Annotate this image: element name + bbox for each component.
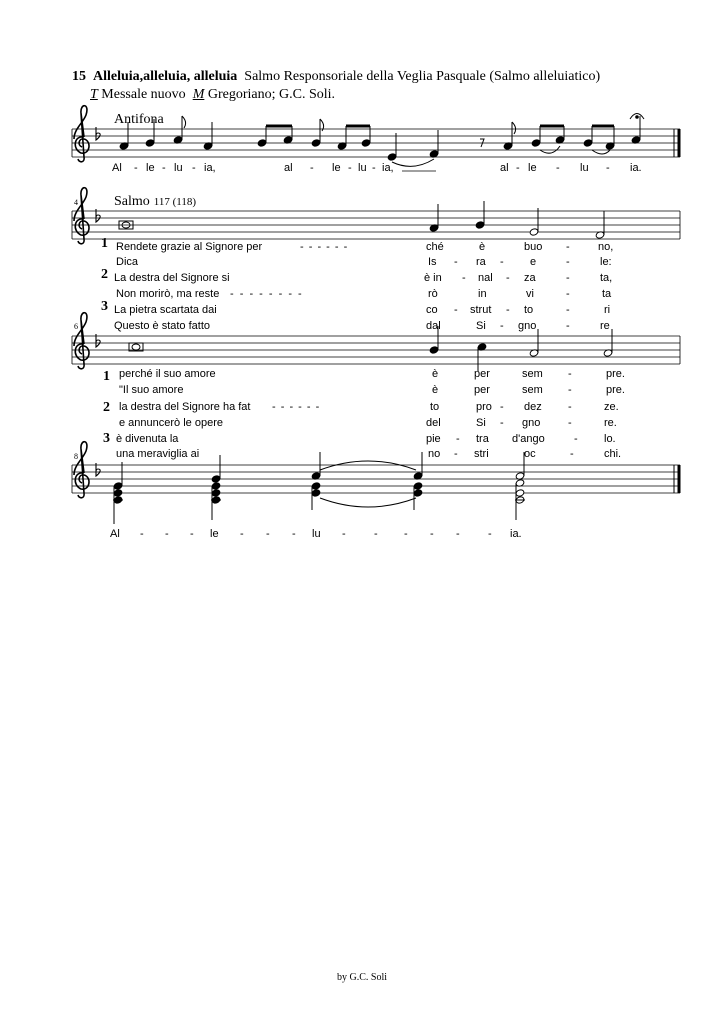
- lyric-syllable: -: [240, 528, 244, 540]
- lyric-syllable: -: [134, 162, 138, 174]
- lyric-syllable: lu: [312, 528, 321, 540]
- verse-syllable: -: [506, 272, 510, 284]
- salmo-label: [114, 192, 196, 210]
- verse-text: "Il suo amore: [119, 384, 184, 396]
- verse-dashes: - - - - - - - -: [230, 288, 304, 300]
- verse-syllable: -: [566, 320, 570, 332]
- verse-number: 2: [103, 400, 110, 415]
- verse-syllable: -: [574, 433, 578, 445]
- staff-system-4: [72, 465, 680, 493]
- verse-syllable: le:: [600, 256, 612, 268]
- verse-text: Non morirò, ma reste: [116, 288, 220, 300]
- verse-syllable: no: [428, 448, 441, 460]
- verse-syllable: Si: [476, 417, 486, 429]
- lyric-syllable: -: [606, 162, 610, 174]
- verse-text: la destra del Signore ha fat: [119, 401, 251, 413]
- verse-syllable: nal: [478, 272, 493, 284]
- lyric-syllable: -: [310, 162, 314, 174]
- lyric-syllable: -: [165, 528, 169, 540]
- verse-syllable: stri: [474, 448, 489, 460]
- lyric-syllable: -: [140, 528, 144, 540]
- verse-syllable: gno: [522, 417, 541, 429]
- lyric-syllable: -: [430, 528, 434, 540]
- verse-syllable: co: [426, 304, 438, 316]
- verse-syllable: -: [506, 304, 510, 316]
- treble-clef: [74, 106, 89, 162]
- verse-syllable: -: [568, 384, 572, 396]
- salmo-title: Salmo: [114, 194, 150, 209]
- antifona-notes: [119, 114, 644, 167]
- salmo-verses-2: [0, 364, 724, 464]
- antifona-label: Antifona: [114, 112, 164, 127]
- lyric-syllable: lu: [358, 162, 367, 174]
- verse-syllable: to: [524, 304, 534, 316]
- verse-syllable: ze.: [604, 401, 619, 413]
- verse-number: 1: [103, 369, 110, 384]
- verse-number: 2: [101, 267, 108, 282]
- lyric-syllable: -: [456, 528, 460, 540]
- lyric-syllable: ia.: [510, 528, 522, 540]
- verse-syllable: -: [500, 320, 504, 332]
- lyric-syllable: lu: [174, 162, 183, 174]
- verse-syllable: -: [456, 433, 460, 445]
- verse-syllable: -: [570, 448, 574, 460]
- verse-syllable: gno: [518, 320, 537, 332]
- verse-syllable: pie: [426, 433, 441, 445]
- verse-syllable: per: [474, 368, 490, 380]
- measure-number: 4: [74, 198, 78, 207]
- verse-text: La destra del Signore si: [114, 272, 230, 284]
- verse-syllable: del: [426, 417, 441, 429]
- lyric-syllable: ia.: [630, 162, 642, 174]
- verse-text: Dica: [116, 256, 139, 268]
- verse-number: 3: [103, 431, 110, 446]
- verse-dashes: - - - - - -: [300, 241, 349, 253]
- footer-credit: by G.C. Soli: [336, 972, 387, 983]
- verse-syllable: rò: [428, 288, 438, 300]
- verse-syllable: -: [568, 401, 572, 413]
- lyric-syllable: -: [556, 162, 560, 174]
- verse-syllable: pre.: [606, 384, 625, 396]
- verse-number: 3: [101, 299, 108, 314]
- verse-syllable: per: [474, 384, 490, 396]
- piece-title: Alleluia,alleluia, alleluia: [93, 69, 238, 84]
- verse-syllable: è: [479, 241, 486, 253]
- lyric-syllable: -: [192, 162, 196, 174]
- verse-text: perché il suo amore: [119, 368, 216, 380]
- lyric-syllable: lu: [580, 162, 589, 174]
- staff-system-3: [72, 336, 680, 364]
- lyric-syllable: -: [342, 528, 346, 540]
- verse-text: e annuncerò le opere: [119, 417, 223, 429]
- verse-syllable: -: [500, 401, 504, 413]
- verse-syllable: sem: [522, 368, 543, 380]
- lyric-syllable: Al: [110, 528, 120, 540]
- lyric-syllable: le: [146, 162, 155, 174]
- verse-dashes: - - - - - -: [272, 401, 321, 413]
- lyric-syllable: -: [404, 528, 408, 540]
- lyric-syllable: -: [190, 528, 194, 540]
- verse-syllable: no,: [598, 241, 614, 253]
- lyric-syllable: -: [292, 528, 296, 540]
- piece-number: 15: [72, 69, 86, 84]
- verse-syllable: -: [566, 272, 570, 284]
- salmo-verses-1: [0, 236, 724, 336]
- lyric-syllable: -: [488, 528, 492, 540]
- salmo-reference: 117 (118): [153, 196, 197, 208]
- verse-syllable: e: [530, 256, 537, 268]
- verse-syllable: za: [524, 272, 536, 284]
- lyric-syllable: ia,: [204, 162, 216, 174]
- verse-syllable: -: [566, 288, 570, 300]
- verse-text: La pietra scartata dai: [114, 304, 217, 316]
- verse-syllable: re: [600, 320, 610, 332]
- verse-syllable: oc: [524, 448, 536, 460]
- verse-syllable: re.: [604, 417, 617, 429]
- verse-syllable: ra: [476, 256, 486, 268]
- lyric-syllable: -: [348, 162, 352, 174]
- verse-syllable: ta: [602, 288, 612, 300]
- verse-syllable: -: [454, 304, 458, 316]
- verse-syllable: ta,: [600, 272, 613, 284]
- lyric-syllable: -: [516, 162, 520, 174]
- verse-syllable: è: [432, 384, 439, 396]
- verse-syllable: strut: [470, 304, 492, 316]
- verse-syllable: sem: [522, 384, 543, 396]
- lyric-syllable: le: [332, 162, 341, 174]
- verse-syllable: ché: [426, 241, 444, 253]
- verse-syllable: -: [500, 417, 504, 429]
- verse-number: 1: [101, 236, 108, 251]
- verse-syllable: vi: [526, 288, 534, 300]
- music-source: Gregoriano; G.C. Soli.: [207, 87, 336, 102]
- verse-text: una meraviglia ai: [116, 448, 200, 460]
- verse-syllable: è in: [424, 272, 442, 284]
- verse-syllable: è: [432, 368, 439, 380]
- verse-syllable: Is: [428, 256, 437, 268]
- lyric-syllable: al: [284, 162, 293, 174]
- music-mark: M: [192, 87, 205, 102]
- verse-syllable: -: [568, 368, 572, 380]
- lyric-syllable: -: [266, 528, 270, 540]
- verse-syllable: d'ango: [512, 433, 545, 445]
- verse-syllable: lo.: [604, 433, 616, 445]
- lyric-syllable: -: [162, 162, 166, 174]
- verse-syllable: Si: [476, 320, 486, 332]
- verse-syllable: buo: [524, 241, 543, 253]
- measure-number: 6: [74, 322, 78, 331]
- verse-syllable: -: [568, 417, 572, 429]
- lyric-syllable: Al: [112, 162, 122, 174]
- staff-system-2: [72, 211, 680, 239]
- verse-syllable: pre.: [606, 368, 625, 380]
- verse-text: Questo è stato fatto: [114, 320, 211, 332]
- verse-syllable: -: [462, 272, 466, 284]
- verse-syllable: in: [478, 288, 487, 300]
- text-source: Messale nuovo: [101, 87, 186, 102]
- verse-syllable: pro: [476, 401, 492, 413]
- lyric-syllable: -: [372, 162, 376, 174]
- verse-syllable: -: [454, 256, 458, 268]
- verse-syllable: -: [566, 304, 570, 316]
- lyric-syllable: ia,: [382, 162, 394, 174]
- verse-syllable: -: [500, 256, 504, 268]
- verse-syllable: -: [566, 241, 570, 253]
- piece-subtitle: Salmo Responsoriale della Veglia Pasquale (Salmo alleluiatico): [244, 69, 601, 84]
- verse-syllable: ri: [604, 304, 611, 316]
- verse-syllable: -: [454, 448, 458, 460]
- lyric-syllable: -: [374, 528, 378, 540]
- verse-syllable: tra: [476, 433, 489, 445]
- text-mark: T: [90, 87, 98, 102]
- finale-lyrics: [0, 528, 724, 544]
- verse-syllable: dal: [426, 320, 441, 332]
- verse-syllable: -: [566, 256, 570, 268]
- verse-syllable: chi.: [604, 448, 622, 460]
- verse-syllable: to: [430, 401, 440, 413]
- verse-syllable: dez: [524, 401, 542, 413]
- lyric-syllable: le: [528, 162, 537, 174]
- measure-number: 8: [74, 452, 78, 461]
- verse-text: Rendete grazie al Signore per: [116, 241, 263, 253]
- lyric-syllable: le: [210, 528, 219, 540]
- lyric-syllable: al: [500, 162, 509, 174]
- verse-text: è divenuta la: [116, 433, 179, 445]
